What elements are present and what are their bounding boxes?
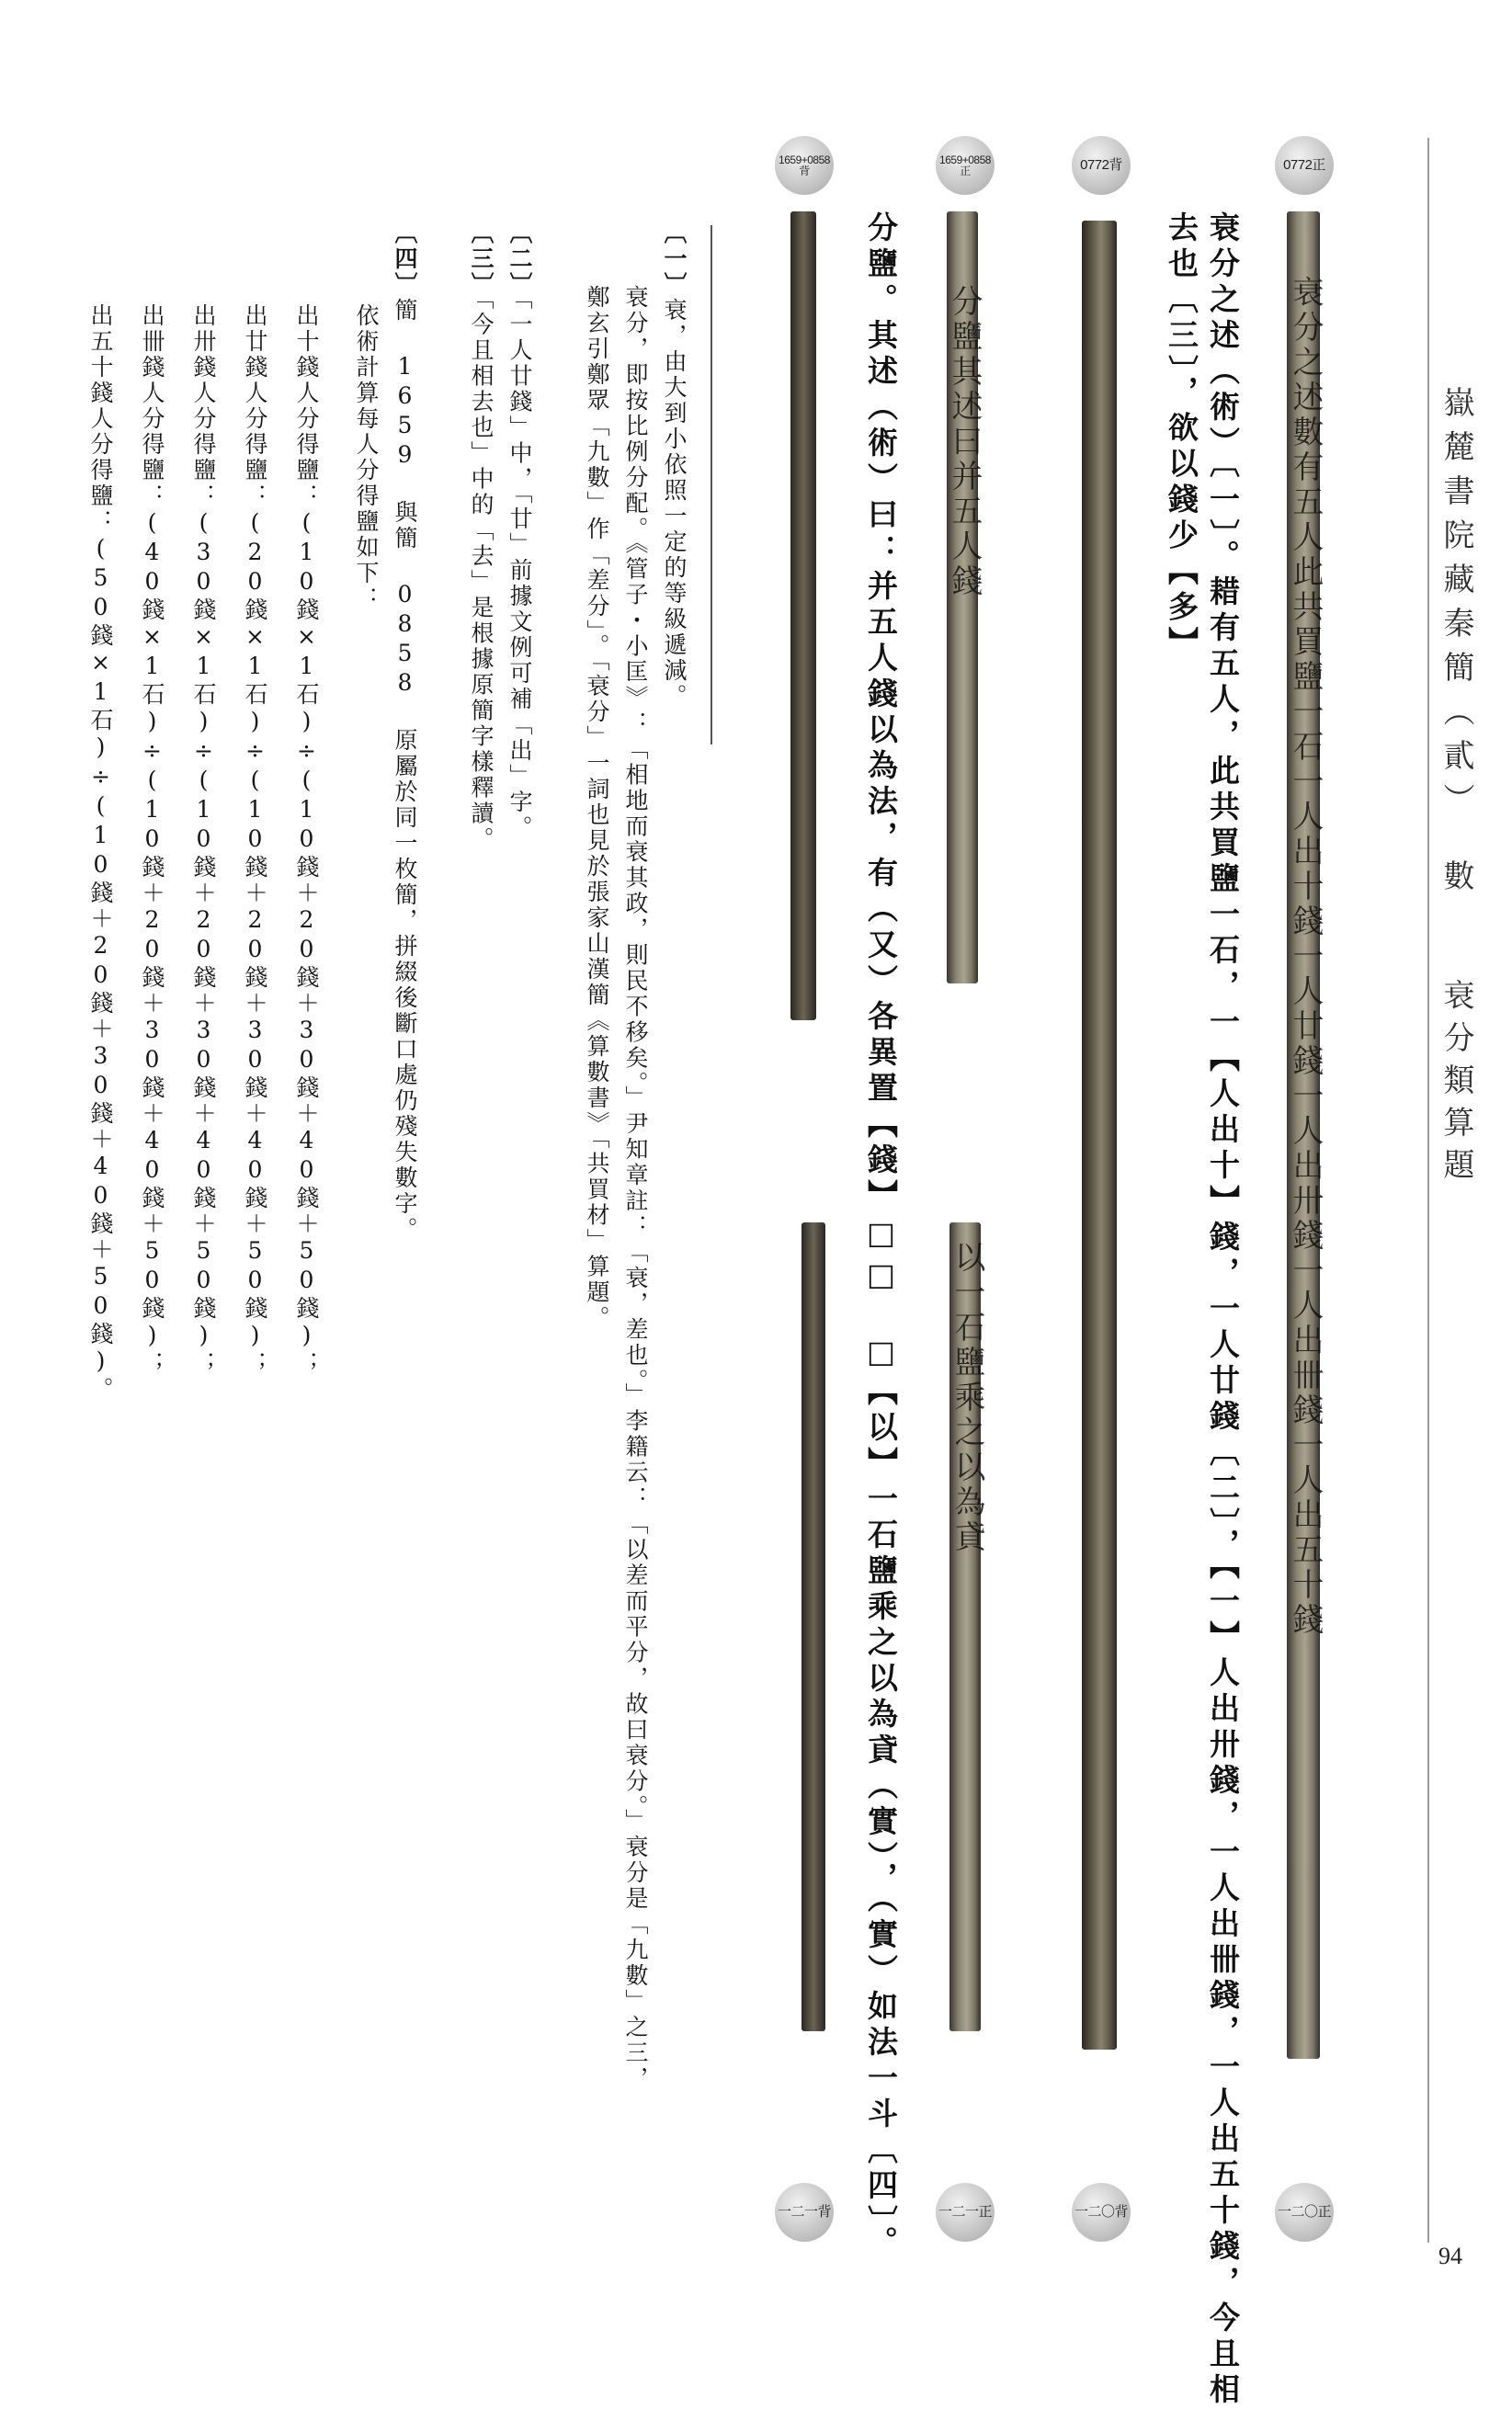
chapter-title: 數: [1438, 859, 1474, 891]
bamboo-slip-0858-front: [949, 1222, 985, 2031]
slip-ink-text: 衰分之述數有五人此共買鹽一石一人出十錢一人廿錢一人出卅錢一人出卌錢一人出五十錢: [1287, 276, 1324, 1638]
note-line: 簡 1659 與簡 0858 原屬於同一枚簡，拼綴後斷口處仍殘失數字。: [392, 298, 418, 1243]
note-line: 衰分，即按比例分配。《管子・小匡》：「相地而衰其政，則民不移矣。」尹知章註：「衰，差也。」李籍云：「以差而平分，故曰衰分。」衰分是「九數」之三，: [622, 285, 649, 2092]
header-divider: [1427, 138, 1429, 2243]
note-mark: 〔一〕: [661, 221, 688, 298]
note-line: 出十錢人分得鹽：(10錢×1石)÷(10錢＋20錢＋30錢＋40錢＋50錢)；: [293, 303, 320, 1377]
slip-ink-text: 以一石鹽乘之以為貣: [949, 1241, 985, 1555]
note-1: [660, 221, 688, 710]
slip-id-badge: 1659+0858正: [936, 136, 995, 195]
note-4: [391, 221, 418, 1243]
note-line: 出五十錢人分得鹽：(50錢×1石)÷(10錢＋20錢＋30錢＋40錢＋50錢)。: [87, 303, 114, 1403]
note-line: 出卅錢人分得鹽：(30錢×1石)÷(10錢＋20錢＋30錢＋40錢＋50錢)；: [190, 303, 217, 1377]
slip-id-badge: 0772正: [1275, 136, 1334, 195]
bamboo-slip-0858-back: [801, 1222, 825, 2031]
slip-seq-badge: 一二〇正: [1275, 2183, 1334, 2242]
slip-id-badge: 0772背: [1072, 136, 1131, 195]
note-mark: 〔三〕: [468, 221, 495, 298]
slip-ink-text: 分鹽其述曰并五人錢: [946, 285, 983, 599]
section-title: 衰分類算題: [1438, 979, 1474, 1190]
note-line: 「一人廿錢」中，「廿」前據文例可補「出」字。: [506, 298, 533, 841]
slip-seq-badge: 一二一正: [936, 2183, 995, 2242]
book-title: 嶽麓書院藏秦簡（貳）: [1438, 386, 1474, 827]
bamboo-slip-1659-front: [946, 211, 983, 983]
notes-divider: [711, 225, 712, 744]
slip-id-badge: 1659+0858背: [775, 136, 834, 195]
page-number: 94: [1438, 2243, 1462, 2269]
note-line: 衰，由大到小依照一定的等級遞減。: [661, 298, 688, 710]
note-line: 出卌錢人分得鹽：(40錢×1石)÷(10錢＋20錢＋30錢＋40錢＋50錢)；: [139, 303, 165, 1377]
transcription-column-1: 衰分之述（術）〔一〕。耤有五人，此共買鹽一石，一【人出十】錢，一人廿錢〔二〕，【一】人出卅錢，一人出卌錢，一人出五十錢，今且相: [1205, 211, 1241, 2409]
note-2: [506, 221, 533, 841]
slip-seq-badge: 一二〇背: [1072, 2183, 1131, 2242]
note-mark: 〔二〕: [506, 221, 533, 298]
bamboo-slip-0772-front: [1287, 211, 1324, 2059]
note-line: 依術計算每人分得鹽如下：: [353, 303, 380, 612]
bamboo-slip-1659-back: [790, 211, 816, 1020]
slip-seq-badge: 一二一背: [775, 2183, 834, 2242]
note-3: [467, 221, 495, 853]
note-line: 出廿錢人分得鹽：(20錢×1石)÷(10錢＋20錢＋30錢＋40錢＋50錢)；: [242, 303, 268, 1377]
bamboo-slip-0772-back: [1082, 221, 1117, 2050]
note-line: 鄭玄引鄭眾「九數」作「差分」。「衰分」一詞也見於張家山漢簡《算數書》「共買材」算題。: [584, 285, 610, 1332]
note-mark: 〔四〕: [392, 221, 418, 298]
note-line: 「今且相去也」中的「去」是根據原簡字樣釋讀。: [468, 298, 495, 853]
transcription-column-3: 分鹽。其述（術）曰：并五人錢以為法，有（又）各異置【錢】□□ □【以】一石鹽乘之以為貣（實），（實）如法一斗〔四〕。: [863, 211, 899, 2262]
transcription-column-2: 去也〔三〕，欲以錢少【多】: [1164, 211, 1199, 663]
